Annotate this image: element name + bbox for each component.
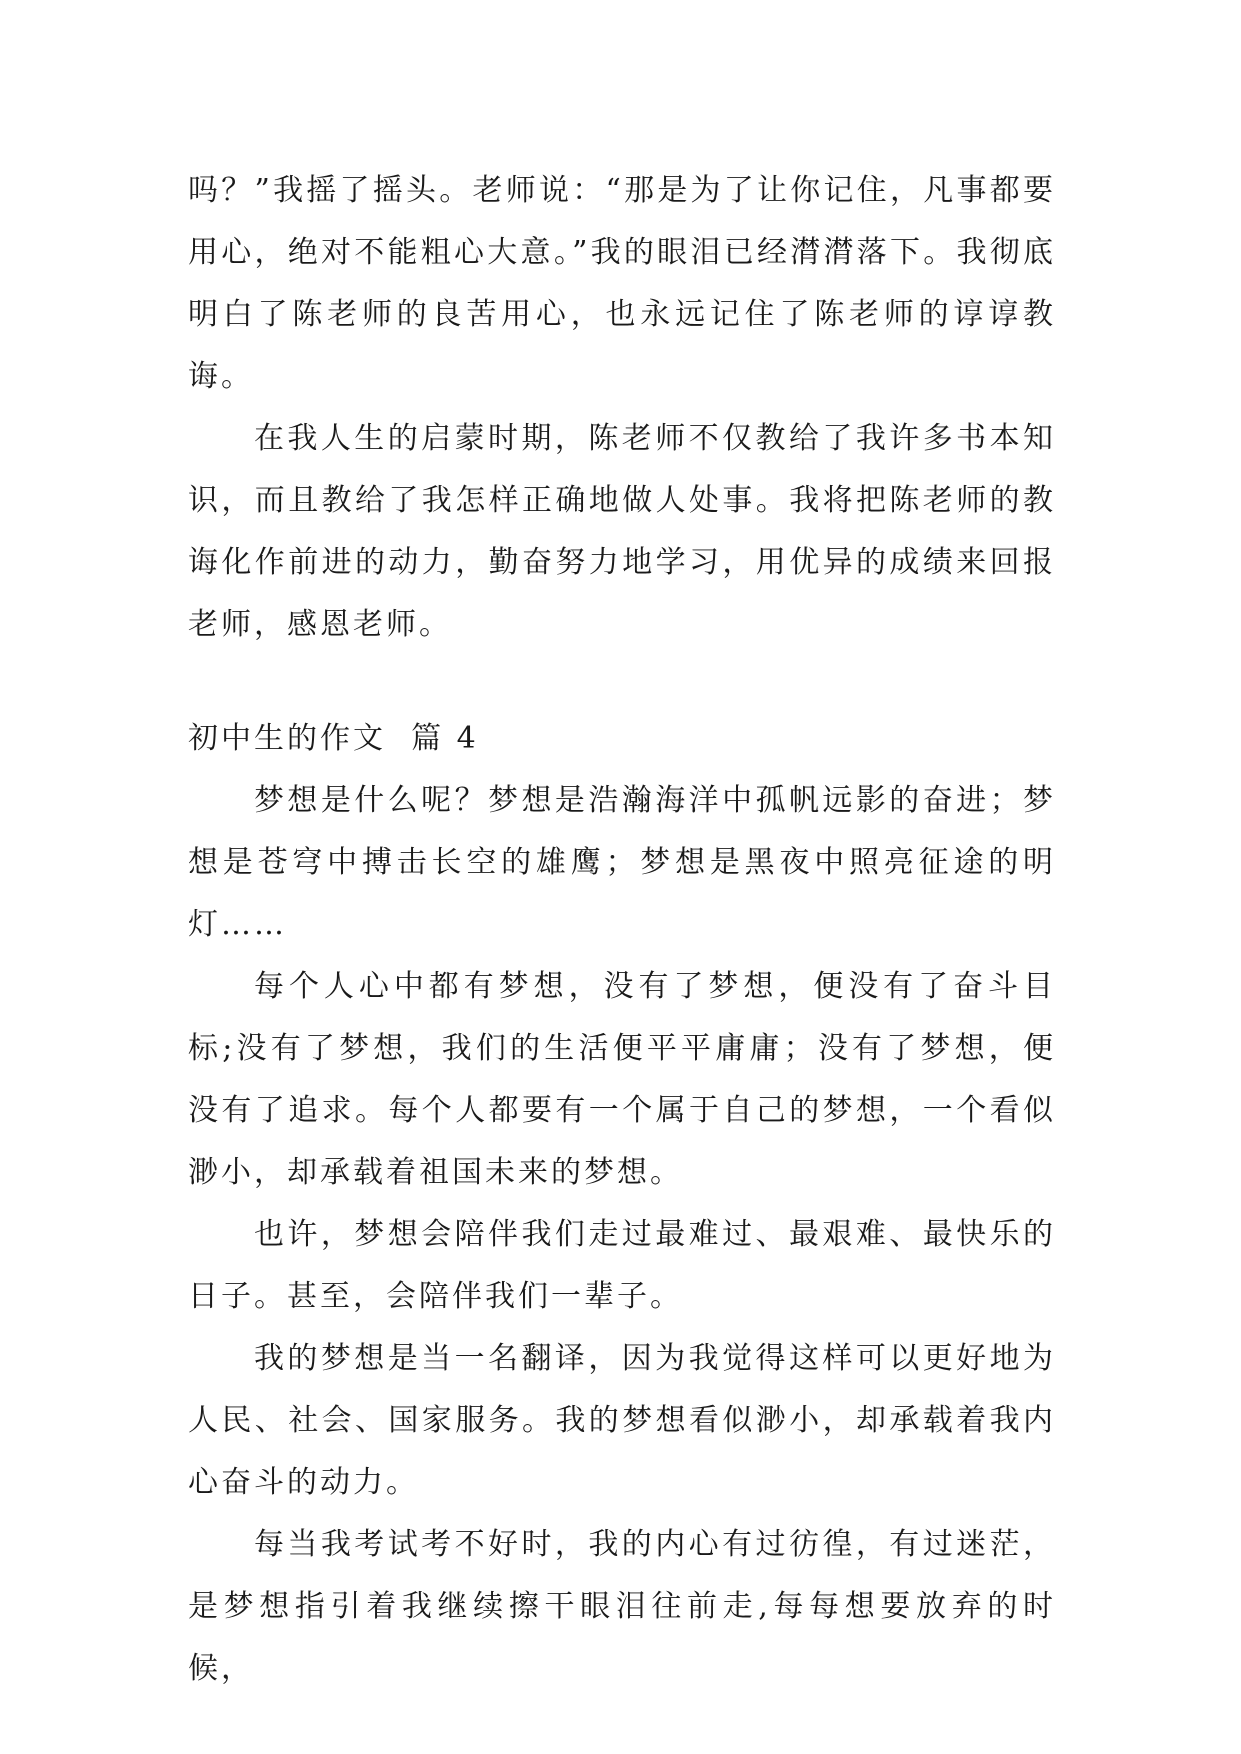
section-heading: 初中生的作文 篇 4 <box>188 721 479 756</box>
paragraph-dream-translator: 我的梦想是当一名翻译，因为我觉得这样可以更好地为人民、社会、国家服务。我的梦想看似渺小，却承载着我内心奋斗的动力。 <box>188 1341 1056 1500</box>
paragraph-conclusion: 在我人生的启蒙时期，陈老师不仅教给了我许多书本知识，而且教给了我怎样正确地做人处事。我将把陈老师的教诲化作前进的动力，勤奋努力地学习，用优异的成绩来回报老师，感恩老师。 <box>188 421 1056 642</box>
paragraph-dream-companion: 也许，梦想会陪伴我们走过最难过、最艰难、最快乐的日子。甚至，会陪伴我们一辈子。 <box>188 1217 1056 1314</box>
paragraph-dream-intro: 梦想是什么呢？梦想是浩瀚海洋中孤帆远影的奋进；梦想是苍穹中搏击长空的雄鹰；梦想是黑夜中照亮征途的明灯…… <box>188 783 1056 942</box>
paragraph-dream-everyone: 每个人心中都有梦想，没有了梦想，便没有了奋斗目标;没有了梦想，我们的生活便平平庸庸；没有了梦想，便没有了追求。每个人都要有一个属于自己的梦想，一个看似渺小，却承载着祖国未来的梦想。 <box>188 969 1056 1190</box>
document-body <box>188 160 1056 1700</box>
paragraph-continuation: 吗？”我摇了摇头。老师说：“那是为了让你记住，凡事都要用心，绝对不能粗心大意。”我的眼泪已经潸潸落下。我彻底明白了陈老师的良苦用心，也永远记住了陈老师的谆谆教诲。 <box>188 173 1056 394</box>
paragraph-dream-guidance: 每当我考试考不好时，我的内心有过彷徨，有过迷茫，是梦想指引着我继续擦干眼泪往前走,每每想要放弃的时候， <box>188 1527 1056 1686</box>
